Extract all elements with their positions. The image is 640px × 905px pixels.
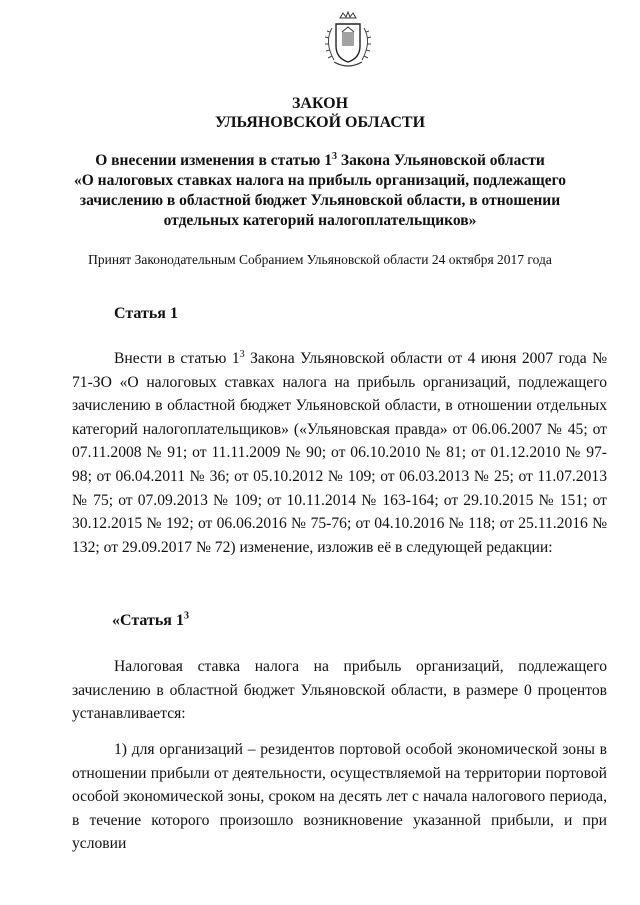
amendment-title-line4: отдельных категорий налогоплательщиков» (163, 212, 477, 229)
coat-of-arms-icon (318, 10, 378, 72)
adoption-note: Принят Законодательным Собранием Ульяновской области 24 октября 2017 года (88, 252, 552, 267)
article-1-heading: Статья 1 (114, 305, 178, 322)
amendment-title-line1: О внесении изменения в статью $1^3$ Закона Ульяновской области (95, 150, 545, 169)
amendment-title (0, 151, 640, 231)
article-1-3-paragraph-1: Налоговая ставка налога на прибыль организаций, подлежащего зачислению в областной бюджет Ульяновской области, в размере 0 процентов устанавливается: (72, 658, 607, 723)
article-1-3-heading: «Статья $1^3$ (112, 610, 189, 629)
amendment-title-line2: «О налоговых ставках налога на прибыль организаций, подлежащего (73, 172, 567, 189)
law-title-line1: ЗАКОН (291, 95, 349, 112)
article-1-paragraph: Внести в статью $1^3$ Закона Ульяновской области от 4 июня 2007 года № 71-ЗО «О налоговых ставках налога на прибыль организаций, подлежащего зачислению в областной бюджет Ульяновской области, в отношении отдельных категорий налогоплательщиков» («Ульяновская правда» от 06.06.2007 № 45; от 07.11.2008 № 91; от 11.11.2009 № 90; от 06.10.2010 № 81; от 01.12.2010 № 97-98; от 06.04.2011 № 36; от 05.10.2012 № 109; от 06.03.2013 № 25; от 11.07.2013 № 75; от 07.09.2013 № 109; от 10.11.2014 № 163-164; от 29.10.2015 № 151; от 30.12.2015 № 192; от 06.06.2016 № 75-76; от 04.10.2016 № 118; от 25.11.2016 № 132; от 29.09.2017 № 72) изменение, изложив её в следующей редакции: (72, 348, 608, 556)
law-title-line2: УЛЬЯНОВСКОЙ ОБЛАСТИ (214, 114, 426, 131)
coat-of-arms-emblem (318, 10, 378, 72)
article-1-3-paragraph-2: 1) для организаций – резидентов портовой особой экономической зоны в отношении прибыли от деятельности, осуществляемой на территории портовой особой экономической зоны, сроком на десять лет с начала налогового периода, в течение которого произошло возникновение указанной прибыли, и при условии (72, 741, 607, 853)
amendment-title-line3: зачислению в областной бюджет Ульяновской области, в отношении (79, 192, 561, 209)
